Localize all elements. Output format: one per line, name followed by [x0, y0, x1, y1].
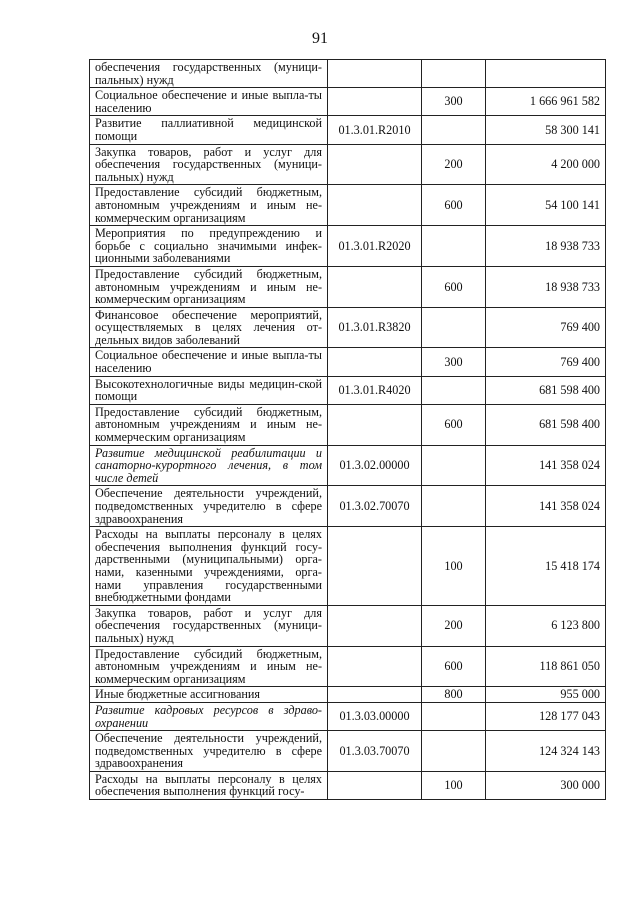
row-expense-type-cell [422, 731, 486, 772]
row-name-cell: Обеспечение деятельности учреждений, подведомственных учредителю в сфере здравоохранения [90, 486, 328, 527]
table-row [90, 307, 606, 348]
row-expense-type-cell [422, 307, 486, 348]
table-row [90, 445, 606, 486]
row-sum-cell: 58 300 141 [486, 116, 606, 144]
row-code-cell: 01.3.03.70070 [328, 731, 422, 772]
row-code-cell: 01.3.01.R2010 [328, 116, 422, 144]
row-expense-type-cell: 100 [422, 771, 486, 799]
row-expense-type-cell [422, 226, 486, 267]
row-sum-cell: 300 000 [486, 771, 606, 799]
row-sum-cell: 15 418 174 [486, 527, 606, 606]
row-code-cell [328, 348, 422, 376]
row-expense-type-cell [422, 116, 486, 144]
row-sum-cell: 4 200 000 [486, 144, 606, 185]
row-name-cell: Предоставление субсидий бюджетным, автономным учреждениям и иным не-коммерческим организациям [90, 266, 328, 307]
row-sum-cell: 128 177 043 [486, 702, 606, 730]
row-code-cell: 01.3.01.R2020 [328, 226, 422, 267]
row-sum-cell: 18 938 733 [486, 226, 606, 267]
row-code-cell: 01.3.01.R3820 [328, 307, 422, 348]
row-expense-type-cell: 300 [422, 88, 486, 116]
row-expense-type-cell [422, 445, 486, 486]
row-sum-cell: 118 861 050 [486, 646, 606, 687]
row-name-cell: Иные бюджетные ассигнования [90, 687, 328, 703]
row-code-cell: 01.3.01.R4020 [328, 376, 422, 404]
row-sum-cell: 955 000 [486, 687, 606, 703]
row-sum-cell: 141 358 024 [486, 486, 606, 527]
table-row [90, 116, 606, 144]
row-name-cell: Закупка товаров, работ и услуг для обеспечения государственных (муници-пальных) нужд [90, 605, 328, 646]
row-expense-type-cell: 200 [422, 144, 486, 185]
row-expense-type-cell [422, 60, 486, 88]
row-expense-type-cell: 600 [422, 646, 486, 687]
row-code-cell [328, 404, 422, 445]
table-row [90, 226, 606, 267]
table-row [90, 702, 606, 730]
row-code-cell [328, 687, 422, 703]
table-row [90, 486, 606, 527]
row-expense-type-cell [422, 486, 486, 527]
row-code-cell: 01.3.03.00000 [328, 702, 422, 730]
row-code-cell [328, 771, 422, 799]
row-name-cell: Закупка товаров, работ и услуг для обеспечения государственных (муници-пальных) нужд [90, 144, 328, 185]
row-name-cell: Высокотехнологичные виды медицин-ской помощи [90, 376, 328, 404]
table-row [90, 144, 606, 185]
table-row [90, 88, 606, 116]
row-expense-type-cell: 800 [422, 687, 486, 703]
row-expense-type-cell: 600 [422, 266, 486, 307]
row-name-cell: Обеспечение деятельности учреждений, подведомственных учредителю в сфере здравоохранения [90, 731, 328, 772]
row-sum-cell: 681 598 400 [486, 404, 606, 445]
row-name-cell: Финансовое обеспечение мероприятий, осуществляемых в целях лечения от-дельных видов заболеваний [90, 307, 328, 348]
page-number: 91 [312, 30, 328, 47]
row-sum-cell: 18 938 733 [486, 266, 606, 307]
row-expense-type-cell: 600 [422, 185, 486, 226]
row-expense-type-cell: 100 [422, 527, 486, 606]
row-code-cell [328, 144, 422, 185]
row-code-cell [328, 646, 422, 687]
row-expense-type-cell: 600 [422, 404, 486, 445]
budget-table [89, 59, 606, 800]
row-name-cell: Расходы на выплаты персоналу в целях обеспечения выполнения функций госу- [90, 771, 328, 799]
row-code-cell [328, 88, 422, 116]
row-name-cell: Развитие паллиативной медицинской помощи [90, 116, 328, 144]
table-row [90, 404, 606, 445]
table-row [90, 266, 606, 307]
row-sum-cell: 54 100 141 [486, 185, 606, 226]
row-code-cell: 01.3.02.00000 [328, 445, 422, 486]
row-name-cell: Предоставление субсидий бюджетным, автономным учреждениям и иным не-коммерческим организациям [90, 185, 328, 226]
table-row [90, 605, 606, 646]
row-sum-cell [486, 60, 606, 88]
row-code-cell [328, 527, 422, 606]
row-expense-type-cell [422, 376, 486, 404]
row-code-cell [328, 266, 422, 307]
table-row [90, 771, 606, 799]
row-name-cell: Развитие медицинской реабилитации и санаторно-курортного лечения, в том числе детей [90, 445, 328, 486]
row-name-cell: Предоставление субсидий бюджетным, автономным учреждениям и иным не-коммерческим организациям [90, 404, 328, 445]
row-name-cell: Развитие кадровых ресурсов в здраво-охранении [90, 702, 328, 730]
row-code-cell [328, 185, 422, 226]
table-row [90, 731, 606, 772]
row-sum-cell: 124 324 143 [486, 731, 606, 772]
row-name-cell: Расходы на выплаты персоналу в целях обеспечения выполнения функций госу-дарственными (муниципальными) орга-нами, казенными учреждениями, орга-нами управления государственными внебюджетными фондами [90, 527, 328, 606]
table-row [90, 687, 606, 703]
row-sum-cell: 1 666 961 582 [486, 88, 606, 116]
budget-table-body [90, 60, 606, 800]
row-expense-type-cell [422, 702, 486, 730]
row-sum-cell: 769 400 [486, 348, 606, 376]
row-sum-cell: 681 598 400 [486, 376, 606, 404]
table-row [90, 60, 606, 88]
row-name-cell: Социальное обеспечение и иные выпла-ты населению [90, 348, 328, 376]
table-row [90, 185, 606, 226]
row-sum-cell: 6 123 800 [486, 605, 606, 646]
row-code-cell: 01.3.02.70070 [328, 486, 422, 527]
row-name-cell: Мероприятия по предупреждению и борьбе с социально значимыми инфек-ционными заболеваниями [90, 226, 328, 267]
row-sum-cell: 769 400 [486, 307, 606, 348]
row-expense-type-cell: 300 [422, 348, 486, 376]
row-code-cell [328, 605, 422, 646]
table-row [90, 348, 606, 376]
table-row [90, 646, 606, 687]
row-name-cell: обеспечения государственных (муници-пальных) нужд [90, 60, 328, 88]
table-row [90, 376, 606, 404]
row-sum-cell: 141 358 024 [486, 445, 606, 486]
row-name-cell: Социальное обеспечение и иные выпла-ты населению [90, 88, 328, 116]
row-code-cell [328, 60, 422, 88]
row-expense-type-cell: 200 [422, 605, 486, 646]
table-row [90, 527, 606, 606]
row-name-cell: Предоставление субсидий бюджетным, автономным учреждениям и иным не-коммерческим организациям [90, 646, 328, 687]
